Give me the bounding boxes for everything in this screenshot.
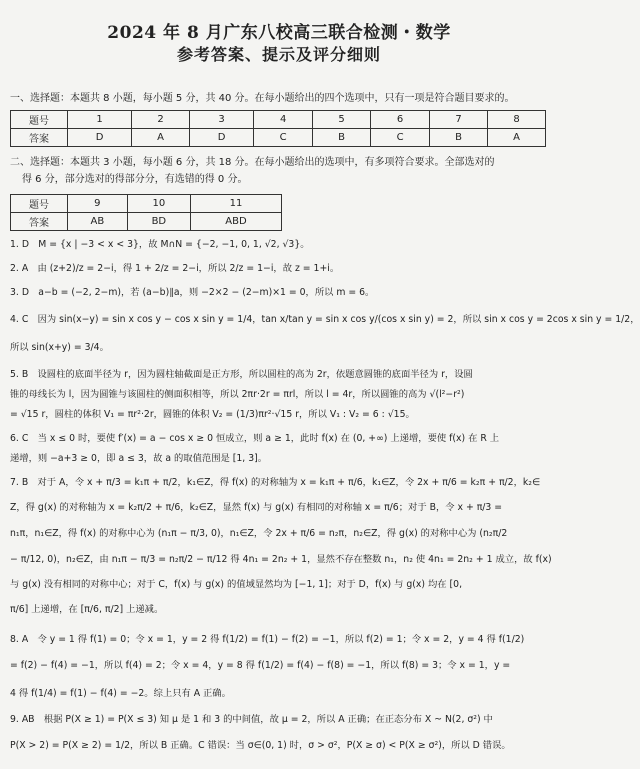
section-2-answer-table	[10, 194, 282, 231]
solution-line: 锥的母线长为 l，因为圆锥与该圆柱的侧面积相等，所以 2πr·2r = πrl，所以 l = 4r，所以圆锥的高为 √(l²−r²)	[10, 389, 465, 400]
solution-line: π/6] 上递增，在 [π/6, π/2] 上递减。	[10, 604, 164, 615]
solution-line: − π/12, 0)，n₂∈Z，由 n₁π − π/3 = n₂π/2 − π/12 得 4n₁ = 2n₂ + 1，显然不存在整数 n₁，n₂ 使 4n₁ = 2n₂ + 1 成立，故 f(x)	[10, 554, 552, 565]
table-cell: 7	[430, 111, 488, 129]
solution-line: P(X > 2) = P(X ≥ 2) = 1/2，所以 B 正确。C 错误：当 σ∈(0, 1) 时，σ > σ²，P(X ≥ σ) < P(X ≥ σ²)，所以 D 错误。	[10, 740, 511, 751]
solution-line: 3. D a−b = (−2, 2−m)，若 (a−b)∥a，则 −2×2 − (2−m)×1 = 0，所以 m = 6。	[10, 287, 375, 298]
table-cell: B	[430, 129, 488, 147]
solution-line: n₁π，n₁∈Z，得 f(x) 的对称中心为 (n₁π − π/3, 0)，n₁∈Z，令 2x + π/6 = n₂π，n₂∈Z，得 g(x) 的对称中心为 (n₂π/2	[10, 528, 508, 539]
solution-line: 4. C 因为 sin(x−y) = sin x cos y − cos x sin y = 1/4，tan x/tan y = sin x cos y/(cos x sin y) = 2，所以 sin x cos y = 2cos x sin y = 1/2，	[10, 314, 640, 325]
solution-line: 递增，则 −a+3 ≥ 0，即 a ≤ 3，故 a 的取值范围是 [1, 3]。	[10, 453, 268, 464]
table-cell: 答案	[11, 213, 68, 231]
table-cell: B	[313, 129, 371, 147]
solution-line: = √15 r，圆柱的体积 V₁ = πr²·2r，圆锥的体积 V₂ = (1/3)πr²·√15 r，所以 V₁ : V₂ = 6 : √15。	[10, 409, 415, 420]
solution-line: 8. A 令 y = 1 得 f(1) = 0；令 x = 1，y = 2 得 f(1/2) = f(1) − f(2) = −1，所以 f(2) = 1；令 x = 2，y = 4 得 f(1/2)	[10, 634, 525, 645]
table-cell: A	[132, 129, 190, 147]
section-2-header-cont: 得 6 分，部分选对的得部分分，有选错的得 0 分。	[22, 174, 248, 185]
page-title: 2024 年 8 月广东八校高三联合检测・数学	[107, 23, 451, 43]
solution-line: 所以 sin(x+y) = 3/4。	[10, 342, 109, 353]
table-cell: 题号	[11, 195, 68, 213]
table-cell: D	[68, 129, 132, 147]
section-1-header: 一、选择题：本题共 8 小题，每小题 5 分，共 40 分。在每小题给出的四个选项中，只有一项是符合题目要求的。	[10, 93, 515, 104]
table-cell: 2	[132, 111, 190, 129]
table-cell: 10	[127, 195, 190, 213]
table-row	[11, 129, 546, 147]
table-cell: 5	[313, 111, 371, 129]
table-cell: 1	[68, 111, 132, 129]
table-cell: A	[488, 129, 546, 147]
table-cell: BD	[127, 213, 190, 231]
table-cell: 6	[371, 111, 430, 129]
table-cell: 4	[254, 111, 313, 129]
solution-line: 与 g(x) 没有相同的对称中心；对于 C，f(x) 与 g(x) 的值域显然均为 [−1, 1]；对于 D，f(x) 与 g(x) 均在 [0,	[10, 579, 463, 590]
solution-line: 5. B 设圆柱的底面半径为 r，因为圆柱轴截面是正方形，所以圆柱的高为 2r，依题意圆锥的底面半径为 r，设圆	[10, 369, 473, 380]
table-cell: 9	[68, 195, 128, 213]
solution-line: 6. C 当 x ≤ 0 时，要使 f′(x) = a − cos x ≥ 0 恒成立，则 a ≥ 1，此时 f(x) 在 (0, +∞) 上递增，要使 f(x) 在 R 上	[10, 433, 500, 444]
table-row	[11, 195, 282, 213]
table-cell: D	[190, 129, 254, 147]
table-cell: C	[371, 129, 430, 147]
table-cell: AB	[68, 213, 128, 231]
table-cell: C	[254, 129, 313, 147]
solution-line: = f(2) − f(4) = −1，所以 f(4) = 2；令 x = 4，y = 8 得 f(1/2) = f(4) − f(8) = −1，所以 f(8) = 3；令 x = 1，y =	[10, 660, 511, 671]
table-cell: 题号	[11, 111, 68, 129]
table-cell: ABD	[190, 213, 281, 231]
section-2-header: 二、选择题：本题共 3 小题，每小题 6 分，共 18 分。在每小题给出的选项中，有多项符合要求。全部选对的	[10, 157, 495, 168]
table-cell: 答案	[11, 129, 68, 147]
solution-line: 1. D M = {x | −3 < x < 3}，故 M∩N = {−2, −1, 0, 1, √2, √3}。	[10, 239, 310, 250]
table-cell: 3	[190, 111, 254, 129]
solution-line: 7. B 对于 A，令 x + π/3 = k₁π + π/2，k₁∈Z，得 f(x) 的对称轴为 x = k₁π + π/6，k₁∈Z，令 2x + π/6 = k₂π + π/2，k₂∈	[10, 477, 541, 488]
table-cell: 11	[190, 195, 281, 213]
table-row	[11, 111, 546, 129]
solution-line: 9. AB 根据 P(X ≥ 1) = P(X ≤ 3) 知 μ 是 1 和 3 的中间值，故 μ = 2，所以 A 正确；在正态分布 X ~ N(2, σ²) 中	[10, 714, 493, 725]
table-cell: 8	[488, 111, 546, 129]
solution-line: 4 得 f(1/4) = f(1) − f(4) = −2。综上只有 A 正确。	[10, 688, 231, 699]
table-row	[11, 213, 282, 231]
solution-line: Z，得 g(x) 的对称轴为 x = k₂π/2 + π/6，k₂∈Z，显然 f(x) 与 g(x) 有相同的对称轴 x = π/6；对于 B，令 x + π/3 =	[10, 502, 503, 513]
page-subtitle: 参考答案、提示及评分细则	[176, 45, 381, 64]
section-1-answer-table	[10, 110, 546, 147]
solution-line: 2. A 由 (z+2)/z = 2−i，得 1 + 2/z = 2−i，所以 2/z = 1−i，故 z = 1+i。	[10, 263, 340, 274]
